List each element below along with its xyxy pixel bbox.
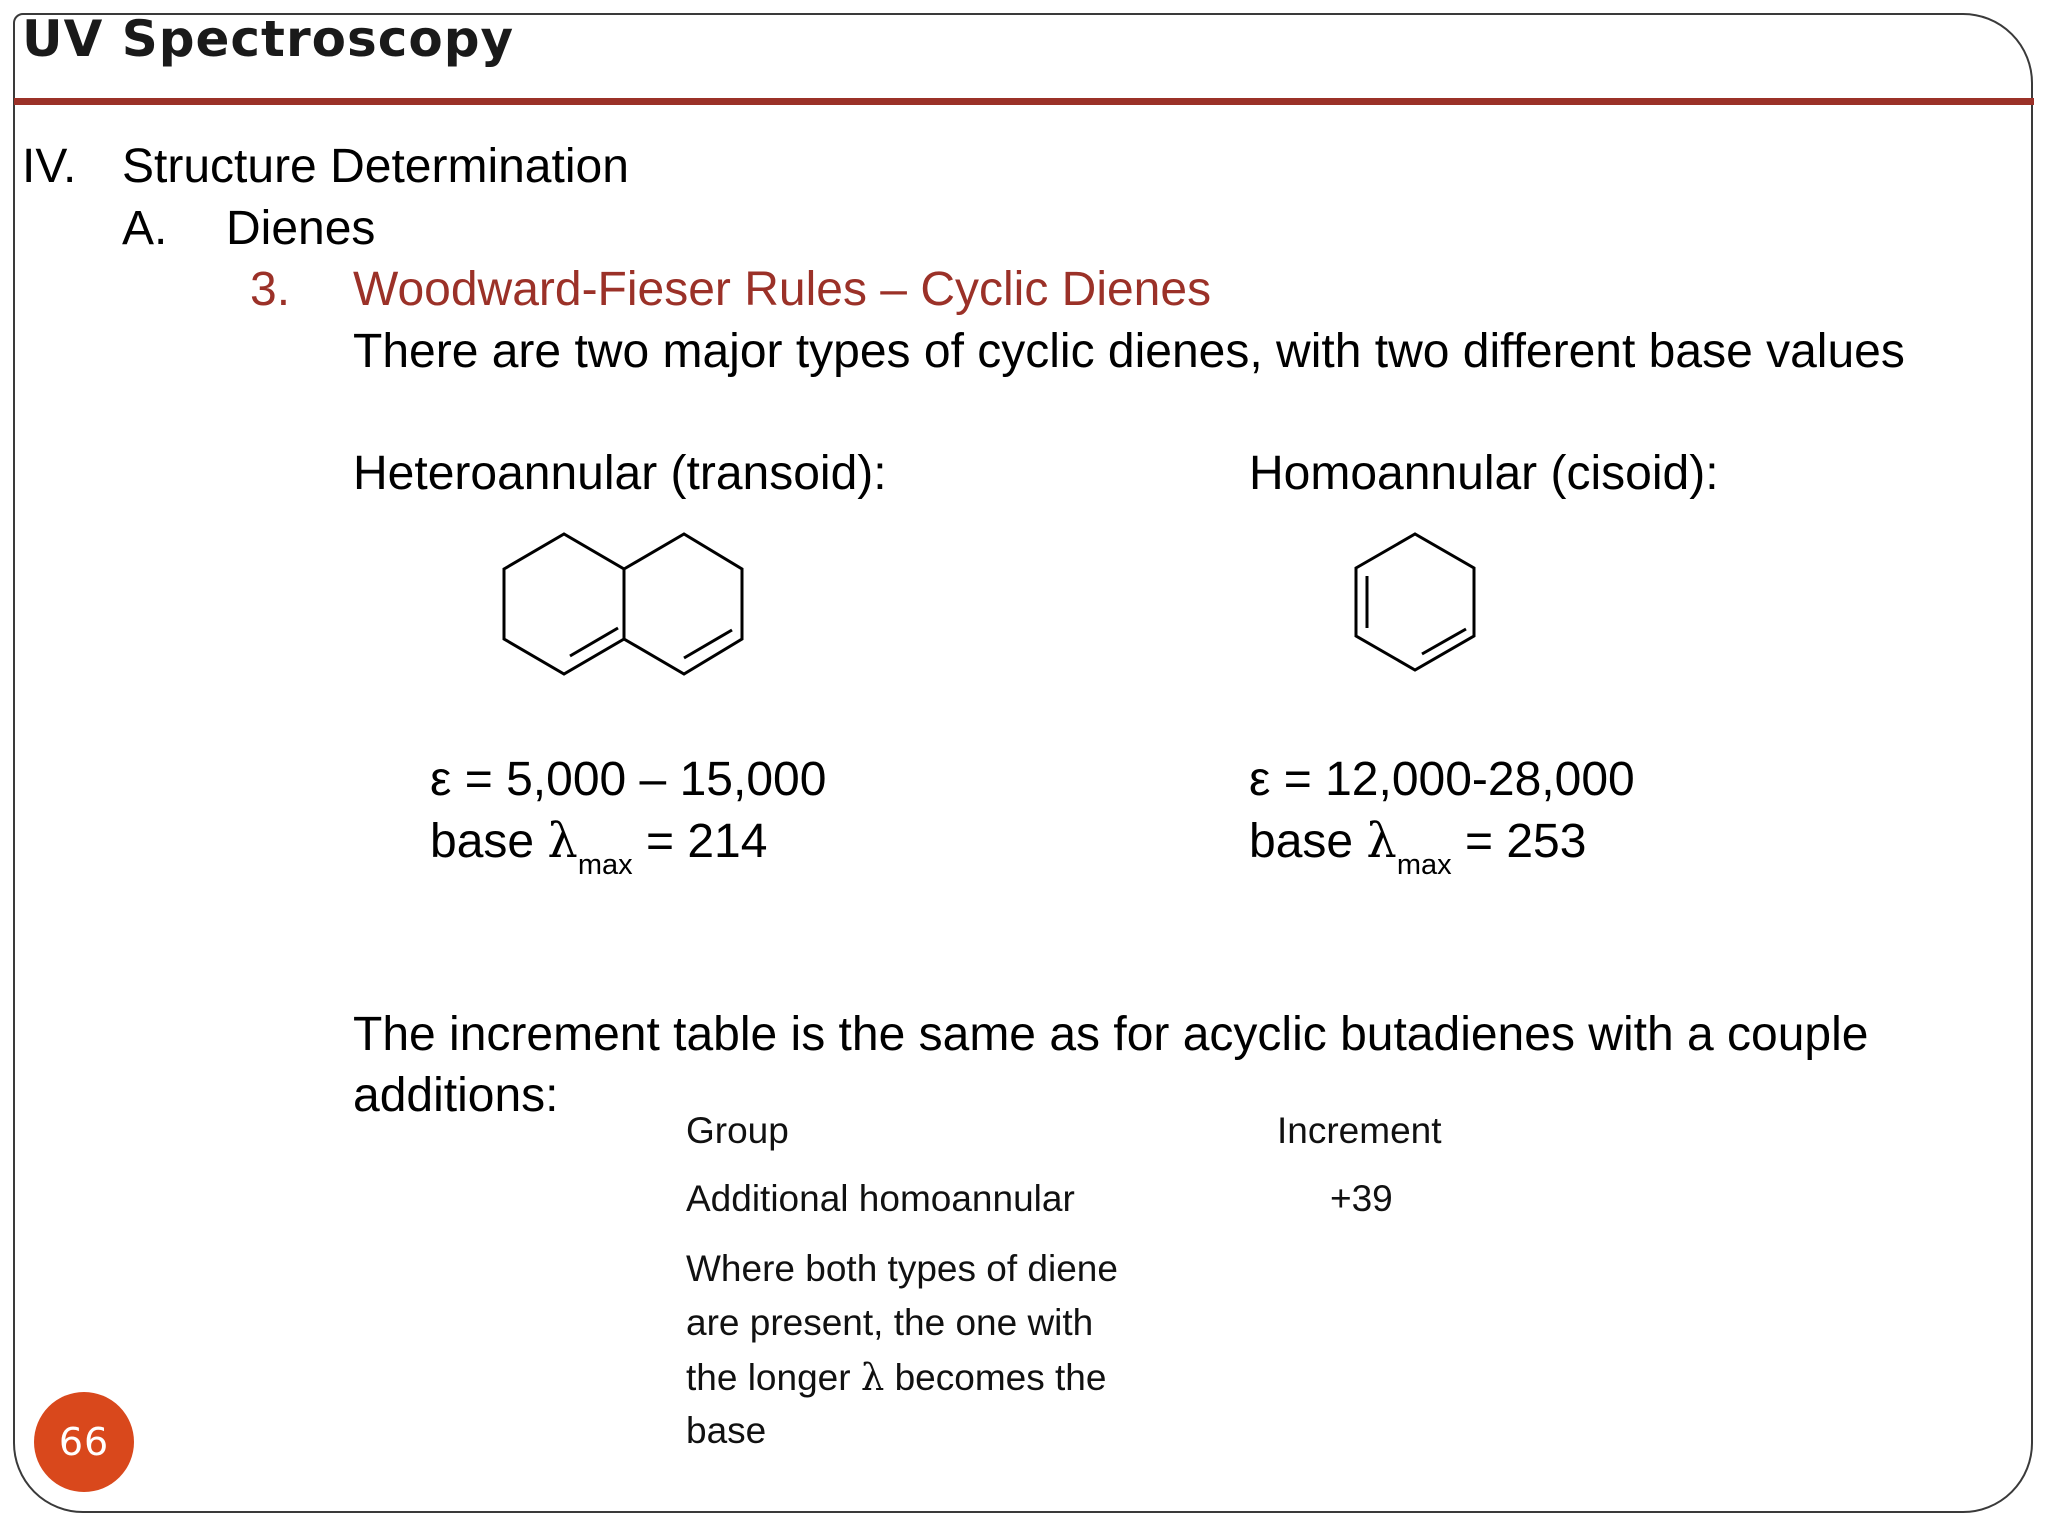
slide-title: UV Spectroscopy bbox=[22, 10, 515, 68]
title-rule bbox=[14, 98, 2034, 105]
increment-note-line1: The increment table is the same as for acyclic butadienes with a couple bbox=[353, 1008, 1869, 1061]
heteroannular-diene-structure bbox=[490, 530, 750, 680]
homo-epsilon: ε = 12,000-28,000 bbox=[1249, 753, 1635, 806]
lambda-symbol: λ bbox=[1366, 813, 1397, 869]
table-row2-line4: base bbox=[686, 1410, 767, 1451]
lambda-symbol: λ bbox=[860, 1356, 885, 1399]
outline-level3-text: Woodward-Fieser Rules – Cyclic Dienes bbox=[353, 263, 1212, 316]
table-header-increment: Increment bbox=[1277, 1110, 1442, 1151]
hetero-epsilon: ε = 5,000 – 15,000 bbox=[430, 753, 827, 806]
outline-level2-number: A. bbox=[122, 202, 168, 255]
intro-text: There are two major types of cyclic dienes, with two different base values bbox=[353, 325, 1905, 378]
increment-note-line2: additions: bbox=[353, 1069, 559, 1122]
hetero-base-lambda: base $\lambda_{max} = 214$ bbox=[430, 813, 768, 881]
table-row1-increment: +39 bbox=[1330, 1178, 1393, 1219]
table-row1-group: Additional homoannular bbox=[686, 1178, 1075, 1219]
lambda-symbol: λ bbox=[547, 813, 578, 869]
page-number-badge: 66 bbox=[34, 1392, 134, 1492]
table-row2-line2: are present, the one with bbox=[686, 1302, 1094, 1343]
outline-level2-text: Dienes bbox=[226, 202, 376, 255]
table-row2-line1: Where both types of diene bbox=[686, 1248, 1118, 1289]
homo-heading: Homoannular (cisoid): bbox=[1249, 447, 1719, 500]
homoannular-diene-structure bbox=[1350, 532, 1480, 674]
table-header-group: Group bbox=[686, 1110, 789, 1151]
outline-level3-number: 3. bbox=[250, 263, 291, 316]
table-row2-line3: the longer λ becomes the bbox=[686, 1356, 1107, 1399]
outline-level1-number: IV. bbox=[22, 140, 77, 193]
outline-level1-text: Structure Determination bbox=[122, 140, 629, 193]
hetero-heading: Heteroannular (transoid): bbox=[353, 447, 887, 500]
homo-base-lambda: base $\lambda_{max} = 253$ bbox=[1249, 813, 1587, 881]
